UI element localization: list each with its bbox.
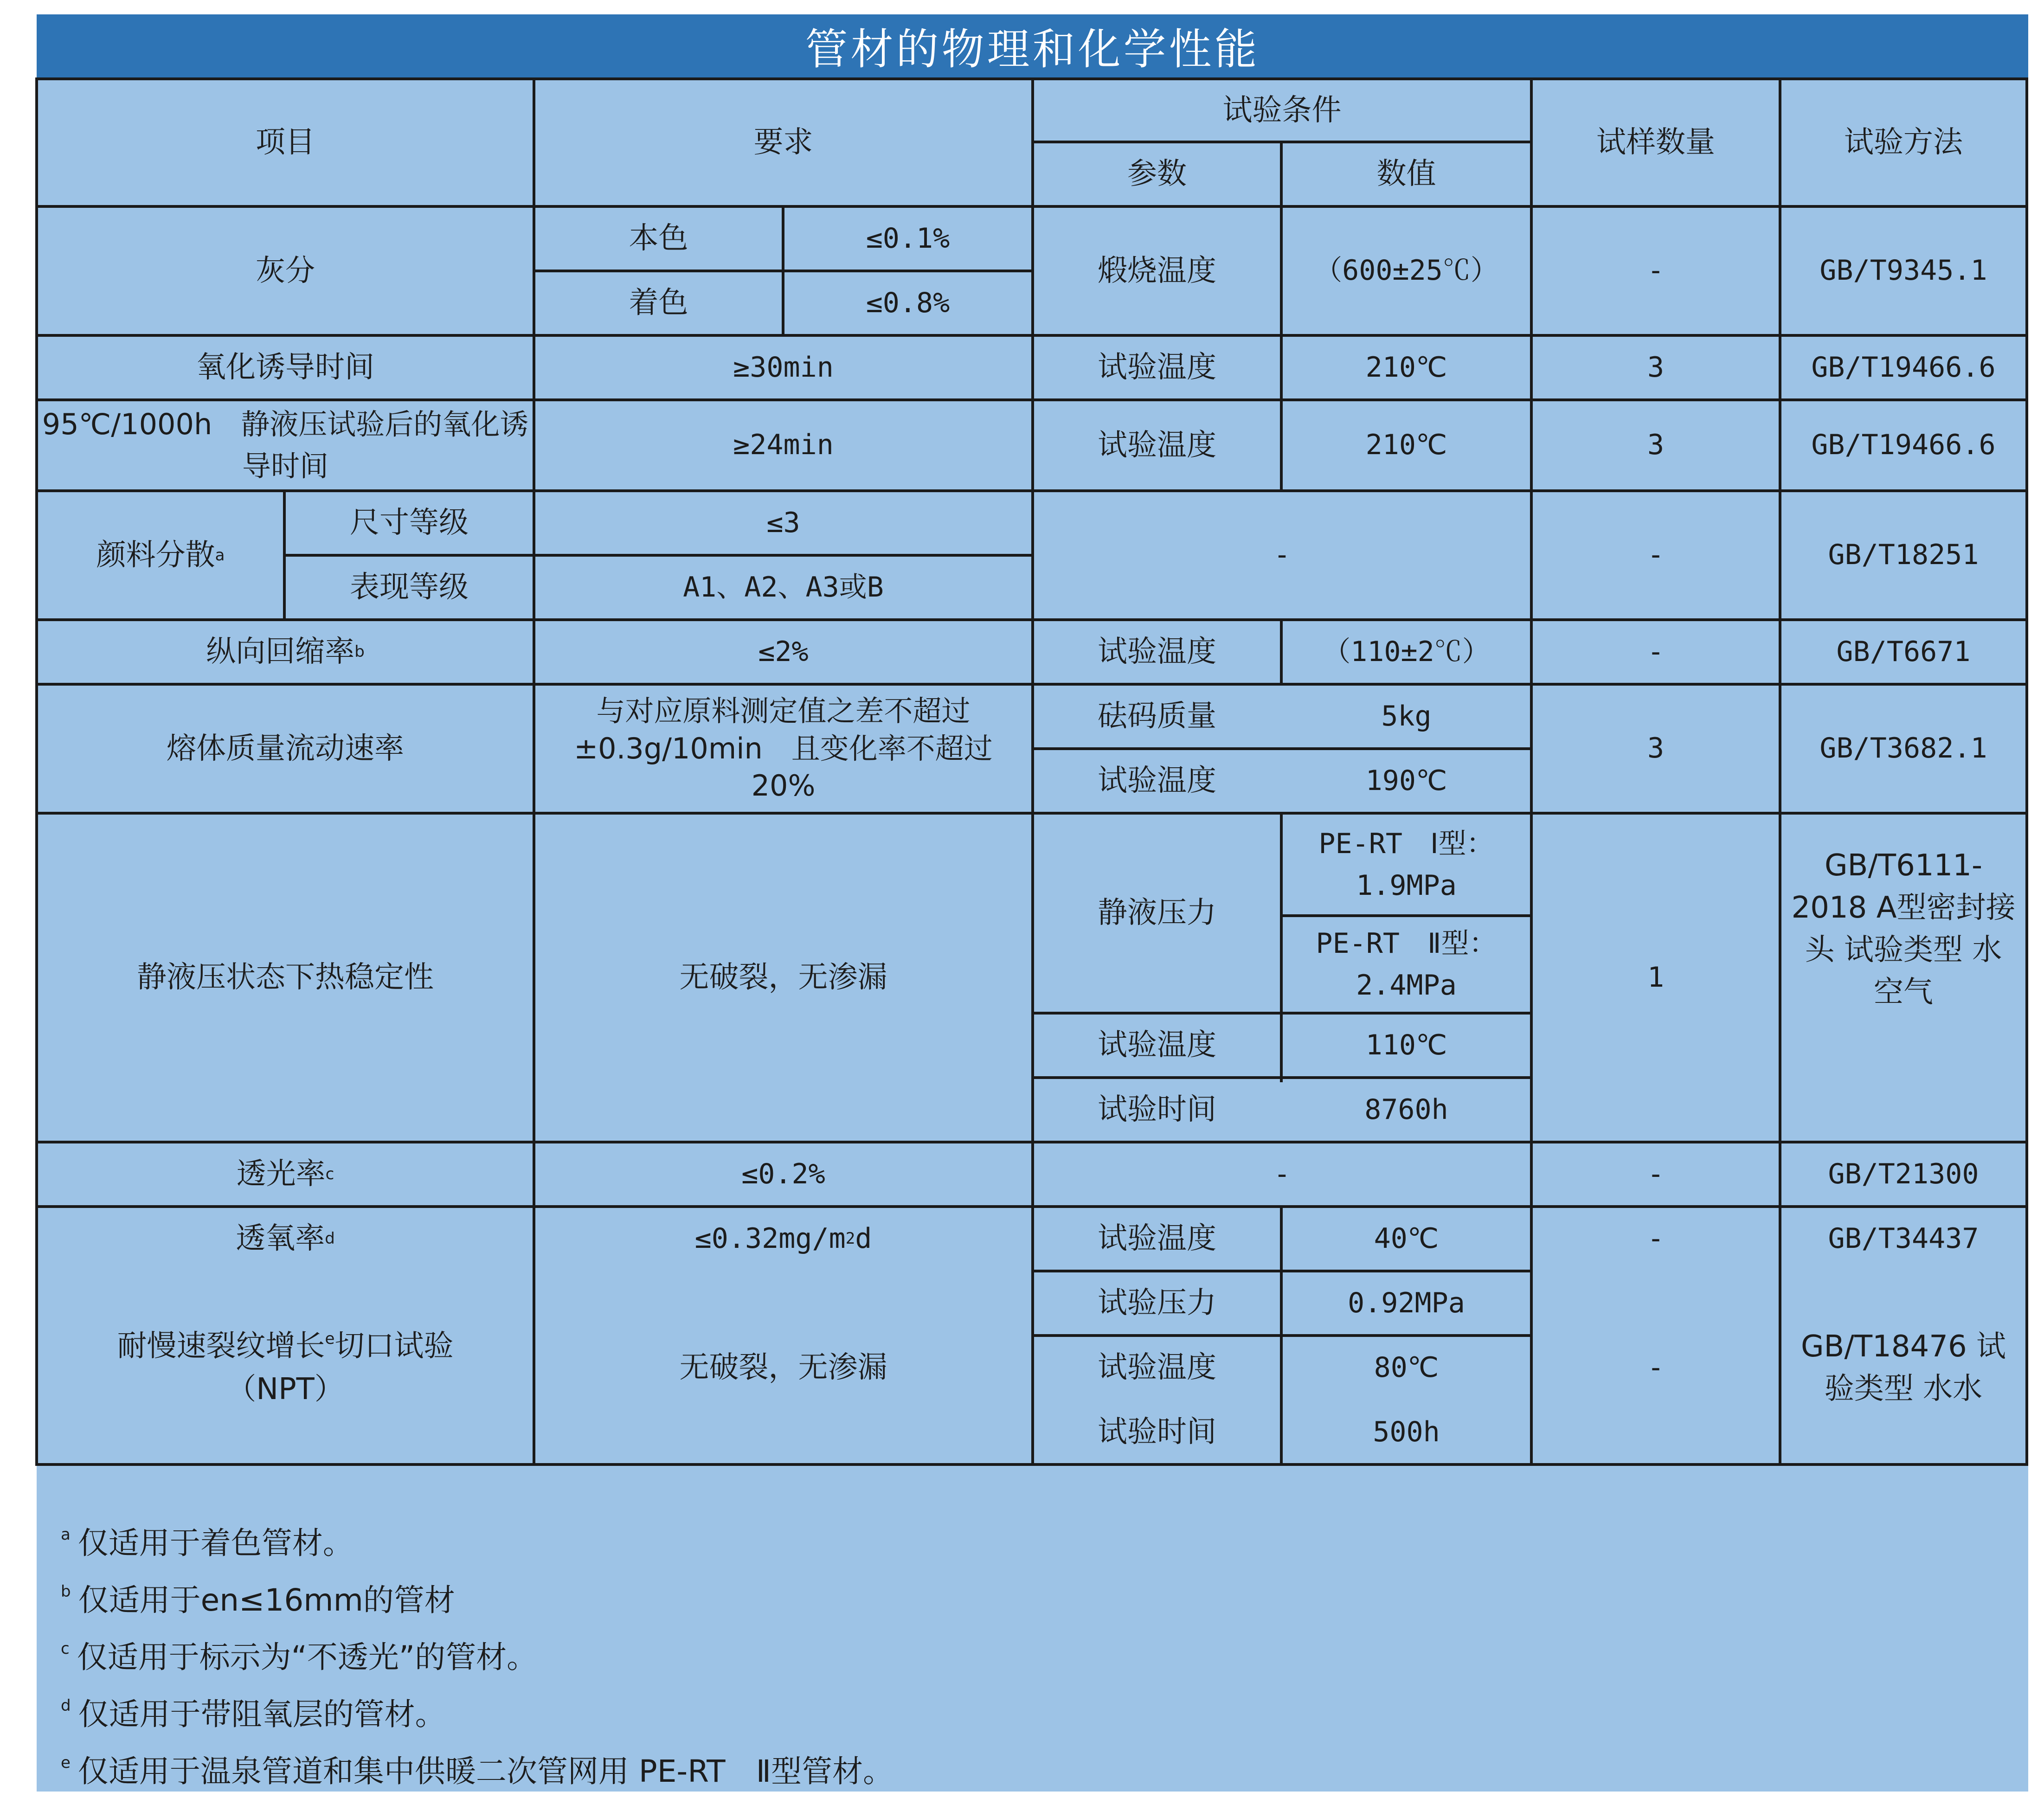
header-test-conditions: 试验条件 <box>1222 93 1342 128</box>
row-oit-after-test-value: 210℃ <box>1365 429 1447 462</box>
row-oit-after-test-item: 95℃/1000h 静液压试验后的氧化诱导时间 <box>42 407 529 483</box>
row-thermal-pressure-type2: PE-RT Ⅱ型：2.4MPa <box>1316 927 1497 1002</box>
row-oit-parameter: 试验温度 <box>1098 350 1216 385</box>
row-mfr-item: 熔体质量流动速率 <box>167 731 404 766</box>
row-reversion-item: 纵向回缩率 b <box>206 635 365 669</box>
row-light-conditions: - <box>1273 1157 1291 1190</box>
row-light-method: GB/T21300 <box>1828 1157 1979 1190</box>
row-mfr-samples: 3 <box>1647 732 1665 765</box>
row-oit-item: 氧化诱导时间 <box>196 350 374 385</box>
row-thermal-samples: 1 <box>1647 961 1665 994</box>
row-mfr-mass-value: 5kg <box>1381 700 1432 732</box>
row-ash-value: （600±25℃） <box>1314 254 1498 287</box>
header-requirement: 要求 <box>753 125 813 160</box>
table-title: 管材的物理和化学性能 <box>37 14 2028 77</box>
row-thermal-pressure-type1: PE-RT Ⅰ型：1.9MPa <box>1318 827 1494 902</box>
row-scg-temperature-parameter: 试验温度 <box>1098 1350 1216 1385</box>
footnote-ref-e: e <box>325 1329 335 1348</box>
footnote-e: $^e$ 仅适用于温泉管道和集中供暖二次管网用 PE-RT Ⅱ型管材。 <box>61 1753 894 1789</box>
row-thermal-temperature-value: 110℃ <box>1365 1028 1447 1061</box>
row-light-requirement: ≤0.2% <box>741 1157 825 1190</box>
footnote-ref-a: a <box>215 546 225 565</box>
row-thermal-temperature-parameter: 试验温度 <box>1098 1028 1216 1063</box>
row-thermal-time-parameter: 试验时间 <box>1098 1092 1216 1127</box>
row-scg-method: GB/T18476 试验类型 水水 <box>1800 1329 2006 1406</box>
row-oit-method: GB/T19466.6 <box>1811 351 1996 384</box>
row-scg-item: 耐慢速裂纹增长$^e$切口试验（NPT） <box>117 1329 454 1406</box>
header-test-method: 试验方法 <box>1844 125 1963 160</box>
row-oxygen-samples: - <box>1647 1222 1665 1255</box>
row-mfr-temperature-parameter: 试验温度 <box>1098 764 1216 798</box>
row-thermal-item: 静液压状态下热稳定性 <box>137 960 434 995</box>
row-ash-colored-label: 着色 <box>629 286 688 321</box>
row-mfr-mass-parameter: 砝码质量 <box>1098 699 1216 734</box>
row-thermal-time-value: 8760h <box>1364 1093 1448 1126</box>
row-scg-time-value: 500h <box>1373 1415 1440 1448</box>
footnote-a: $^a$ 仅适用于着色管材。 <box>61 1525 354 1561</box>
row-mfr-requirement: 与对应原料测定值之差不超过±0.3g/10min 且变化率不超过 20% <box>574 694 1022 803</box>
row-ash-samples: - <box>1647 254 1665 287</box>
row-ash-natural-label: 本色 <box>629 221 688 256</box>
row-reversion-value: （110±2℃） <box>1323 635 1490 668</box>
properties-table <box>35 77 2028 1466</box>
row-oxygen-value: 40℃ <box>1374 1222 1439 1255</box>
footnote-d: $^d$ 仅适用于带阻氧层的管材。 <box>61 1696 446 1732</box>
row-reversion-parameter: 试验温度 <box>1098 635 1216 669</box>
row-oit-after-test-parameter: 试验温度 <box>1098 428 1216 462</box>
row-ash-parameter: 煅烧温度 <box>1098 253 1216 288</box>
row-oit-after-test-samples: 3 <box>1647 429 1665 462</box>
row-oit-after-test-requirement: ≥24min <box>733 429 834 462</box>
row-scg-time-parameter: 试验时间 <box>1098 1415 1216 1450</box>
row-pigment-appearance-requirement: A1、A2、A3或B <box>683 571 884 604</box>
row-mfr-method: GB/T3682.1 <box>1819 732 1987 765</box>
row-oit-value: 210℃ <box>1365 351 1447 384</box>
row-scg-requirement: 无破裂，无渗漏 <box>679 1350 887 1385</box>
row-scg-pressure-value: 0.92MPa <box>1348 1286 1465 1319</box>
row-scg-temperature-value: 80℃ <box>1374 1351 1439 1384</box>
footnote-ref-d: d <box>325 1229 335 1248</box>
row-oxygen-item: 透氧率 d <box>236 1221 335 1256</box>
header-item: 项目 <box>256 125 315 160</box>
row-ash-method: GB/T9345.1 <box>1819 254 1987 287</box>
header-sample-count: 试样数量 <box>1596 125 1715 160</box>
footnote-b: $^b$ 仅适用于en≤16mm的管材 <box>61 1582 455 1618</box>
footnote-ref-b: b <box>354 642 365 661</box>
row-ash-colored-requirement: ≤0.8% <box>866 286 950 319</box>
row-pigment-conditions: - <box>1273 539 1291 572</box>
header-parameter: 参数 <box>1127 157 1187 192</box>
row-oit-after-test-method: GB/T19466.6 <box>1811 429 1996 462</box>
row-mfr-temperature-value: 190℃ <box>1365 764 1447 797</box>
footnote-c: $^c$ 仅适用于标示为“不透光”的管材。 <box>61 1639 538 1675</box>
row-scg-samples: - <box>1647 1351 1665 1384</box>
row-reversion-requirement: ≤2% <box>758 635 809 668</box>
row-oxygen-requirement: ≤0.32mg/m 2 d <box>694 1222 872 1255</box>
row-oit-samples: 3 <box>1647 351 1665 384</box>
row-pigment-size-requirement: ≤3 <box>766 506 800 539</box>
footnote-ref-c: c <box>325 1165 334 1184</box>
row-pigment-samples: - <box>1647 539 1665 572</box>
row-light-samples: - <box>1647 1157 1665 1190</box>
row-thermal-pressure-parameter: 静液压力 <box>1098 896 1216 931</box>
row-pigment-method: GB/T18251 <box>1828 539 1979 572</box>
row-light-item: 透光率 c <box>236 1157 334 1192</box>
footnotes <box>37 1466 2028 1792</box>
row-oxygen-parameter: 试验温度 <box>1098 1221 1216 1256</box>
row-oxygen-method: GB/T34437 <box>1828 1222 1979 1255</box>
row-scg-pressure-parameter: 试验压力 <box>1098 1286 1216 1321</box>
row-pigment-size-label: 尺寸等级 <box>350 506 469 540</box>
row-pigment-item: 颜料分散 a <box>96 538 225 572</box>
row-reversion-samples: - <box>1647 635 1665 668</box>
row-ash-item: 灰分 <box>256 253 315 288</box>
row-thermal-requirement: 无破裂，无渗漏 <box>679 960 887 995</box>
row-oit-requirement: ≥30min <box>733 351 834 384</box>
row-pigment-appearance-label: 表现等级 <box>350 570 469 605</box>
header-value: 数值 <box>1376 157 1436 192</box>
row-reversion-method: GB/T6671 <box>1836 635 1971 668</box>
row-ash-natural-requirement: ≤0.1% <box>866 222 950 255</box>
row-thermal-method: GB/T6111-2018 A型密封接头 试验类型 水空气 <box>1791 848 2016 1009</box>
